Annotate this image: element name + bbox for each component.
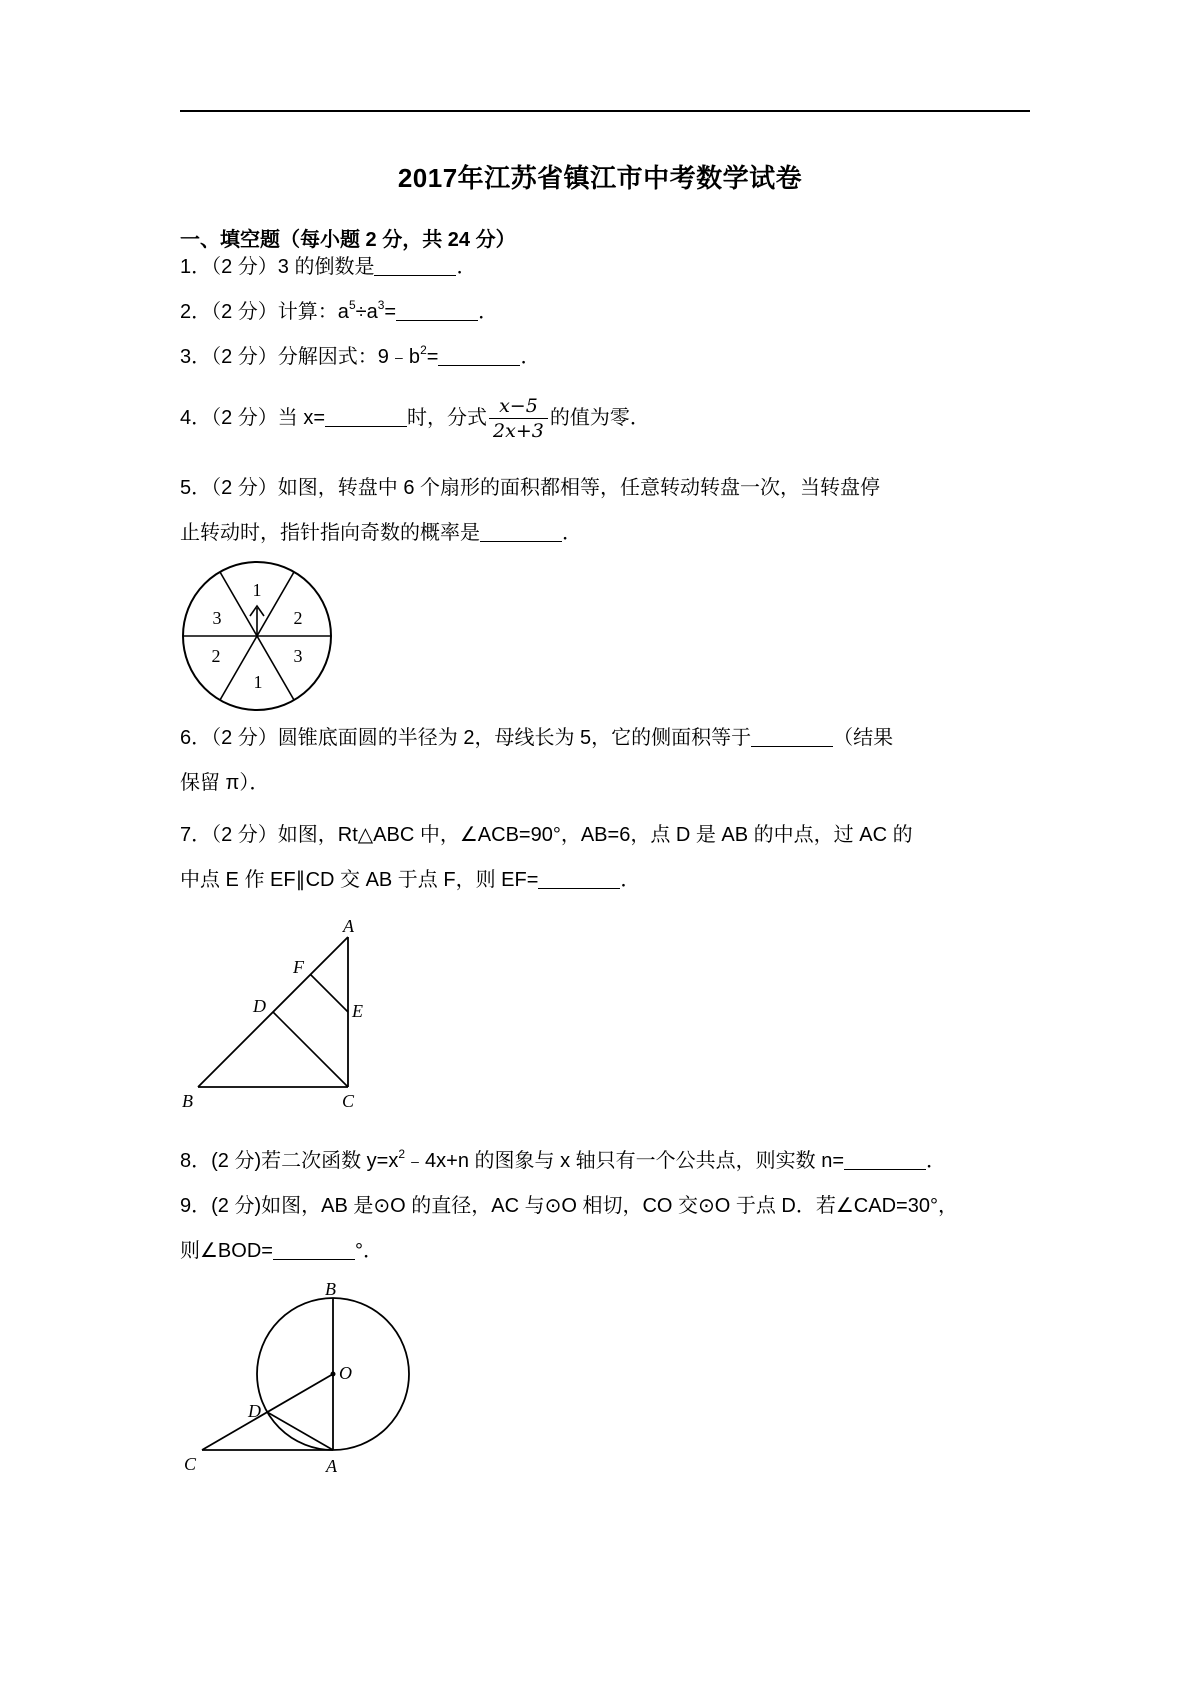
question-text: ﹣4x+n 的图象与 x 轴只有一个公共点，则实数 n= — [405, 1150, 845, 1172]
question-text: = — [384, 301, 397, 323]
answer-blank[interactable] — [751, 728, 833, 747]
punct: °． — [354, 1240, 383, 1262]
point-label-o: O — [339, 1363, 352, 1383]
question-4 — [180, 394, 650, 443]
punct: ． — [562, 522, 582, 544]
question-text: 中点 E 作 EF∥CD 交 AB 于点 F，则 EF= — [180, 869, 539, 891]
point-label-a: A — [343, 916, 354, 936]
answer-blank[interactable] — [273, 1241, 355, 1260]
sector-label: 3 — [212, 608, 222, 628]
segment-ef — [310, 974, 348, 1012]
question-text: ÷a — [355, 301, 378, 323]
exponent: 2 — [420, 343, 427, 357]
question-8 — [180, 1139, 946, 1183]
answer-blank[interactable] — [844, 1151, 926, 1170]
question-1 — [180, 245, 476, 289]
question-text: 止转动时，指针指向奇数的概率是 — [180, 522, 480, 544]
point-label-e: E — [352, 1001, 363, 1021]
question-text: 则∠BOD= — [180, 1240, 273, 1262]
answer-blank[interactable] — [438, 347, 520, 366]
circle-figure — [180, 1280, 430, 1480]
question-text: （结果 — [833, 727, 894, 749]
header-rule — [180, 110, 1030, 112]
punct: ． — [478, 301, 499, 323]
question-5-line-1: 5．（2 分）如图，转盘中 6 个扇形的面积都相等，任意转动转盘一次，当转盘停 — [180, 477, 881, 499]
point-label-c: C — [184, 1454, 197, 1474]
question-text: 4．（2 分）当 x= — [180, 406, 326, 429]
page-title: 2017年江苏省镇江市中考数学试卷 — [397, 163, 803, 193]
fraction-denominator: 2x+3 — [493, 420, 544, 442]
question-6-line-2: 保留 π）． — [180, 772, 270, 794]
question-text: = — [426, 346, 439, 368]
question-text: 时，分式 — [407, 406, 488, 429]
question-9-line-2 — [180, 1229, 383, 1273]
exponent: 3 — [377, 298, 385, 312]
point-label-b: B — [182, 1091, 193, 1111]
fraction — [489, 394, 548, 443]
question-6-line-1 — [180, 716, 893, 760]
point-label-c: C — [342, 1091, 355, 1111]
answer-blank[interactable] — [396, 302, 478, 321]
point-label-a: A — [326, 1456, 337, 1476]
answer-blank[interactable] — [538, 870, 620, 889]
answer-blank[interactable] — [325, 408, 407, 427]
sector-label: 2 — [293, 608, 303, 628]
exponent: 2 — [398, 1147, 406, 1161]
segment-cd — [273, 1012, 348, 1087]
point-label-b: B — [325, 1280, 336, 1299]
fraction-numerator: x−5 — [489, 394, 548, 419]
point-label-d: D — [248, 1401, 261, 1421]
triangle-figure — [180, 915, 380, 1115]
question-text: 3．（2 分）分解因式：9﹣b — [180, 346, 421, 368]
sector-label: 2 — [211, 646, 221, 666]
point-label-d: D — [253, 996, 266, 1016]
exponent: 5 — [348, 298, 356, 312]
section-heading: 一、填空题（每小题 2 分，共 24 分） — [180, 229, 516, 251]
question-text: 6．（2 分）圆锥底面圆的半径为 2，母线长为 5，它的侧面积等于 — [180, 727, 752, 749]
question-2 — [180, 290, 498, 334]
spinner-figure — [180, 560, 340, 720]
answer-blank[interactable] — [480, 523, 562, 542]
punct: ． — [456, 256, 477, 278]
center-point — [331, 1372, 336, 1377]
question-3 — [180, 335, 540, 379]
question-7-line-2 — [180, 858, 640, 902]
question-text: 的值为零． — [549, 406, 650, 429]
point-label-f: F — [293, 957, 304, 977]
punct: ． — [520, 346, 541, 368]
sector-label: 3 — [293, 646, 303, 666]
sector-label: 1 — [253, 672, 263, 692]
question-text: 2．（2 分）计算：a — [180, 301, 349, 323]
question-text: 1．（2 分）3 的倒数是 — [180, 256, 375, 278]
punct: ． — [620, 869, 641, 891]
sector-label: 1 — [252, 580, 262, 600]
segment-ad — [267, 1412, 333, 1450]
punct: ． — [926, 1150, 947, 1172]
answer-blank[interactable] — [374, 257, 456, 276]
question-5-line-2 — [180, 511, 582, 555]
question-9-line-1: 9．(2 分)如图，AB 是⊙O 的直径，AC 与⊙O 相切，CO 交⊙O 于点 D．若∠CAD=30°， — [180, 1195, 958, 1217]
question-text: 8．(2 分)若二次函数 y=x — [180, 1150, 399, 1172]
question-7-line-1: 7．（2 分）如图，Rt△ABC 中，∠ACB=90°，AB=6，点 D 是 AB 的中点，过 AC 的 — [180, 824, 913, 846]
